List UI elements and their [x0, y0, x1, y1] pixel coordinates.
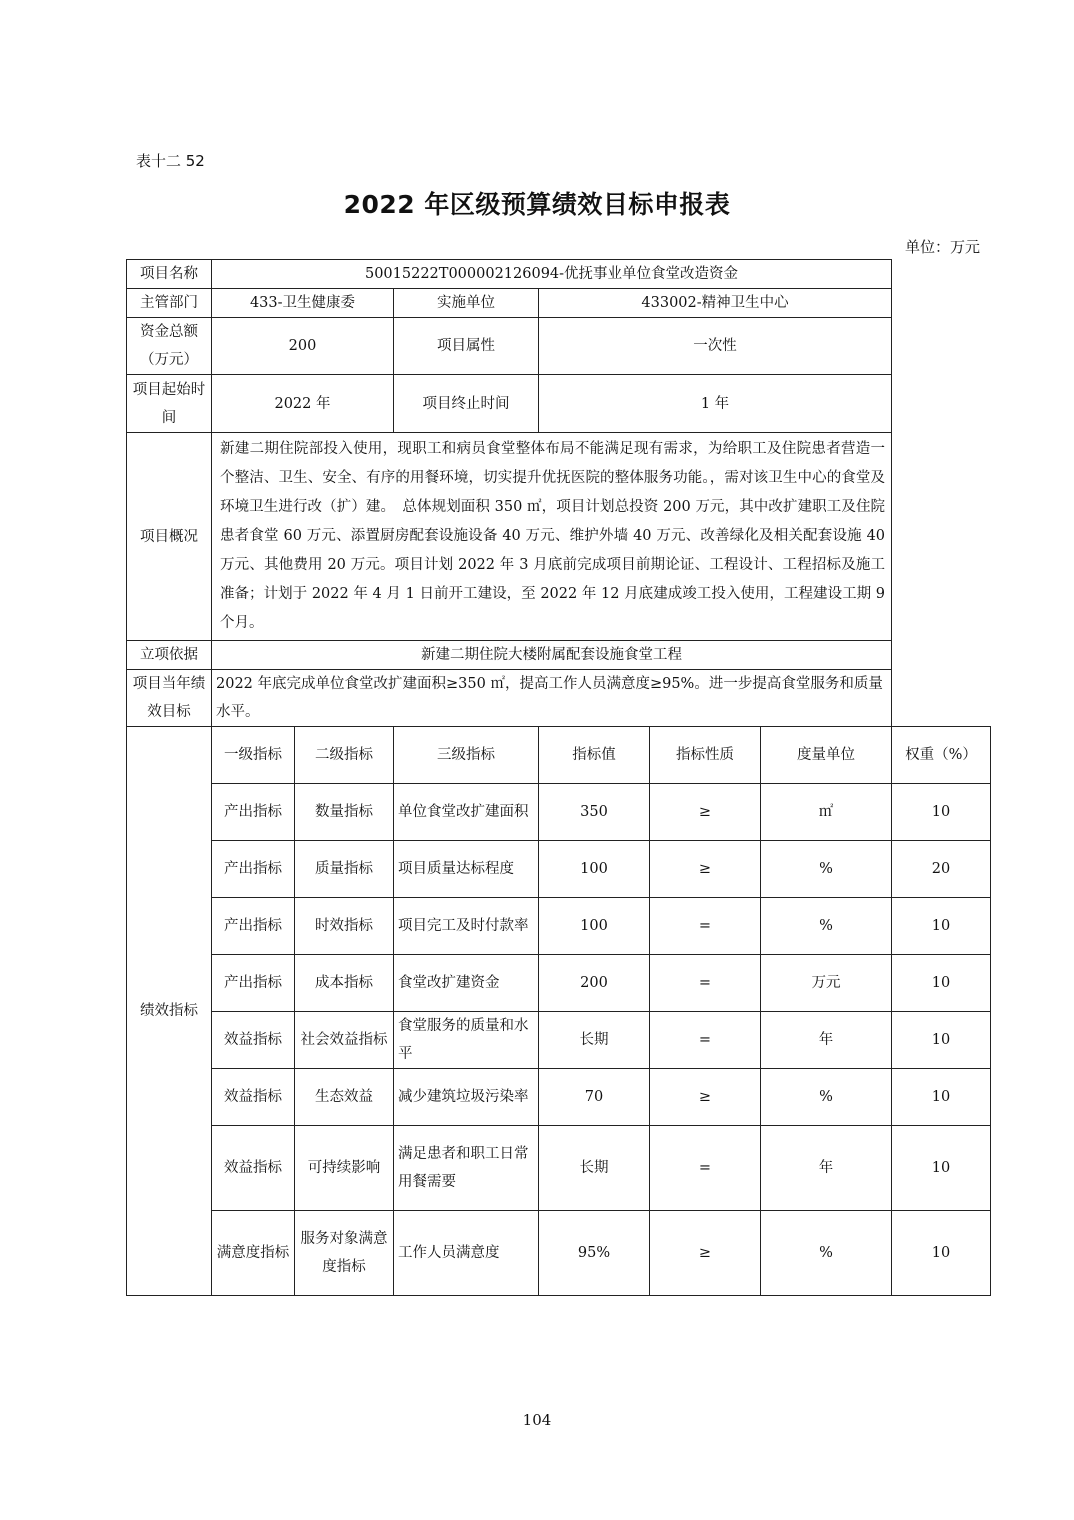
weight: 10	[892, 955, 991, 1012]
value: 长期	[539, 1012, 650, 1069]
weight: 10	[892, 1211, 991, 1296]
level2: 社会效益指标	[295, 1012, 394, 1069]
header-unit: 度量单位	[761, 727, 892, 784]
value: 350	[539, 784, 650, 841]
level1: 产出指标	[212, 784, 295, 841]
value: 200	[539, 955, 650, 1012]
row-overview	[127, 433, 991, 641]
value: 长期	[539, 1126, 650, 1211]
table-number: 表十二 52	[136, 152, 205, 170]
indicator-row	[127, 1126, 991, 1211]
indicator-row	[127, 1012, 991, 1069]
level2: 成本指标	[295, 955, 394, 1012]
start-value: 2022 年	[212, 375, 394, 433]
level1: 效益指标	[212, 1126, 295, 1211]
level3: 单位食堂改扩建面积	[394, 784, 539, 841]
unit: %	[761, 841, 892, 898]
unit: %	[761, 1211, 892, 1296]
row-department	[127, 289, 991, 318]
value: 100	[539, 841, 650, 898]
impl-value: 433002-精神卫生中心	[539, 289, 892, 318]
level2: 数量指标	[295, 784, 394, 841]
level1: 产出指标	[212, 955, 295, 1012]
level3: 工作人员满意度	[394, 1211, 539, 1296]
fund-label: 资金总额（万元）	[127, 318, 212, 375]
nature: ≥	[650, 841, 761, 898]
level3: 满足患者和职工日常用餐需要	[394, 1126, 539, 1211]
nature: =	[650, 898, 761, 955]
nature: =	[650, 1012, 761, 1069]
unit: %	[761, 1069, 892, 1126]
nature: ≥	[650, 1211, 761, 1296]
level2: 时效指标	[295, 898, 394, 955]
level1: 效益指标	[212, 1012, 295, 1069]
level3: 食堂服务的质量和水平	[394, 1012, 539, 1069]
weight: 10	[892, 1126, 991, 1211]
header-nature: 指标性质	[650, 727, 761, 784]
level1: 满意度指标	[212, 1211, 295, 1296]
value: 100	[539, 898, 650, 955]
level1: 产出指标	[212, 898, 295, 955]
header-level3: 三级指标	[394, 727, 539, 784]
impl-label: 实施单位	[394, 289, 539, 318]
basis-label: 立项依据	[127, 641, 212, 670]
nature: =	[650, 955, 761, 1012]
value: 70	[539, 1069, 650, 1126]
indicators-section-label: 绩效指标	[127, 727, 212, 1296]
attr-label: 项目属性	[394, 318, 539, 375]
header-weight: 权重（%）	[892, 727, 991, 784]
row-basis	[127, 641, 991, 670]
row-fund	[127, 318, 991, 375]
level3: 项目质量达标程度	[394, 841, 539, 898]
indicator-row	[127, 841, 991, 898]
goal-value: 2022 年底完成单位食堂改扩建面积≥350 ㎡，提高工作人员满意度≥95%。进一步提高食堂服务和质量水平。	[212, 670, 892, 727]
indicator-row	[127, 784, 991, 841]
document-title: 2022 年区级预算绩效目标申报表	[343, 190, 731, 219]
start-label: 项目起始时间	[127, 375, 212, 433]
dept-value: 433-卫生健康委	[212, 289, 394, 318]
indicator-header-row	[127, 727, 991, 784]
project-name-label: 项目名称	[127, 260, 212, 289]
basis-value: 新建二期住院大楼附属配套设施食堂工程	[212, 641, 892, 670]
overview-text: 新建二期住院部投入使用，现职工和病员食堂整体布局不能满足现有需求，为给职工及住院患者营造一个整洁、卫生、安全、有序的用餐环境，切实提升优抚医院的整体服务功能。，需对该卫生中心的食堂及环境卫生进行改（扩）建。 总体规划面积 350 ㎡，项目计划总投资 200 万元，其中改扩建职工及住院患者食堂 60 万元、添置厨房配套设施设备 40 万元、维护外墙 40 万元、改善绿化及相关配套设施 40 万元、其他费用 20 万元。项目计划 2022 年 3 月底前完成项目前期论证、工程设计、工程招标及施工准备；计划于 2022 年 4 月 1 日前开工建设，至 2022 年 12 月底建成竣工投入使用，工程建设工期 9 个月。	[212, 433, 892, 641]
weight: 20	[892, 841, 991, 898]
fund-value: 200	[212, 318, 394, 375]
indicator-row	[127, 955, 991, 1012]
end-label: 项目终止时间	[394, 375, 539, 433]
unit: 年	[761, 1012, 892, 1069]
level1: 产出指标	[212, 841, 295, 898]
header-level1: 一级指标	[212, 727, 295, 784]
page-number: 104	[522, 1411, 552, 1429]
level1: 效益指标	[212, 1069, 295, 1126]
unit: %	[761, 898, 892, 955]
value: 95%	[539, 1211, 650, 1296]
budget-performance-table	[126, 259, 991, 1296]
weight: 10	[892, 784, 991, 841]
level3: 项目完工及时付款率	[394, 898, 539, 955]
unit: 年	[761, 1126, 892, 1211]
nature: ≥	[650, 784, 761, 841]
row-time	[127, 375, 991, 433]
level2: 质量指标	[295, 841, 394, 898]
level2: 服务对象满意度指标	[295, 1211, 394, 1296]
project-name-value: 50015222T000002126094-优抚事业单位食堂改造资金	[212, 260, 892, 289]
weight: 10	[892, 1069, 991, 1126]
indicator-row	[127, 898, 991, 955]
indicator-row	[127, 1069, 991, 1126]
level2: 可持续影响	[295, 1126, 394, 1211]
weight: 10	[892, 898, 991, 955]
attr-value: 一次性	[539, 318, 892, 375]
indicator-row	[127, 1211, 991, 1296]
level2: 生态效益	[295, 1069, 394, 1126]
overview-label: 项目概况	[127, 433, 212, 641]
end-value: 1 年	[539, 375, 892, 433]
level3: 食堂改扩建资金	[394, 955, 539, 1012]
weight: 10	[892, 1012, 991, 1069]
nature: ≥	[650, 1069, 761, 1126]
row-goal	[127, 670, 991, 727]
unit: 万元	[761, 955, 892, 1012]
header-level2: 二级指标	[295, 727, 394, 784]
level3: 减少建筑垃圾污染率	[394, 1069, 539, 1126]
nature: =	[650, 1126, 761, 1211]
dept-label: 主管部门	[127, 289, 212, 318]
unit: ㎡	[761, 784, 892, 841]
row-project-name	[127, 260, 991, 289]
unit-label: 单位：万元	[904, 238, 980, 256]
goal-label: 项目当年绩效目标	[127, 670, 212, 727]
header-value: 指标值	[539, 727, 650, 784]
